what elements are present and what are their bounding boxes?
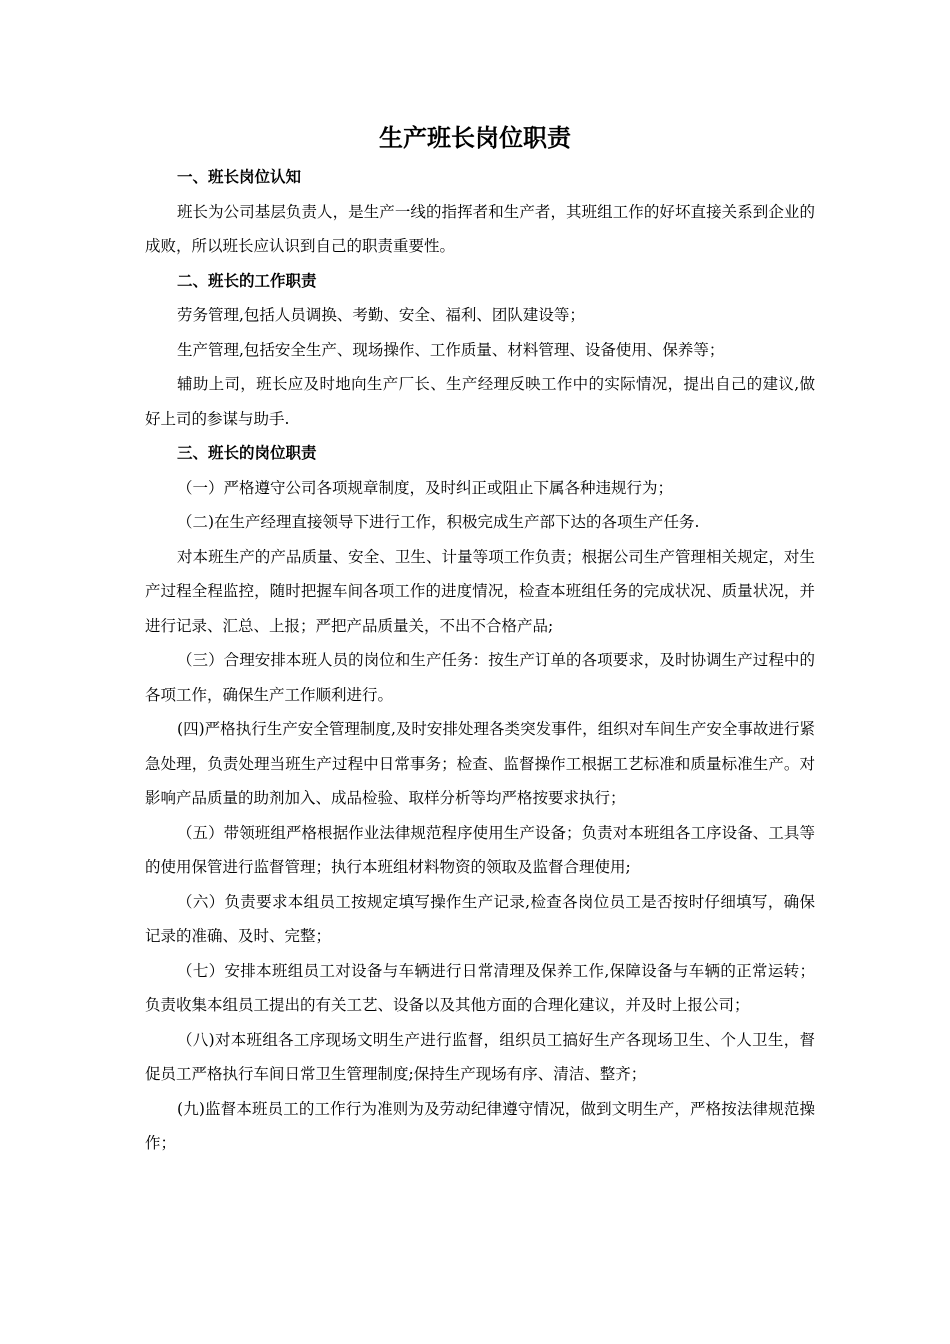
section-3-paragraph-9: （八)对本班组各工序现场文明生产进行监督，组织员工搞好生产各现场卫生、个人卫生，督促员工严格执行车间日常卫生管理制度;保持生产现场有序、清洁、整齐； xyxy=(145,1030,815,1083)
section-2-paragraph-3: 辅助上司，班长应及时地向生产厂长、生产经理反映工作中的实际情况，提出自己的建议,做好上司的参谋与助手. xyxy=(145,375,815,428)
section-2-paragraph-1: 劳务管理,包括人员调换、考勤、安全、福利、团队建设等； xyxy=(177,306,585,324)
document-body xyxy=(145,160,815,1161)
section-3-paragraph-5: (四)严格执行生产安全管理制度,及时安排处理各类突发事件，组织对车间生产安全事故进行紧急处理，负责处理当班生产过程中日常事务；检查、监督操作工根据工艺标准和质量标准生产。对影响产品质量的助剂加入、成品检验、取样分析等均严格按要求执行； xyxy=(145,720,815,807)
section-3-paragraph-7: （六）负责要求本组员工按规定填写操作生产记录,检查各岗位员工是否按时仔细填写，确保记录的准确、及时、完整； xyxy=(145,892,815,945)
section-3-paragraph-8: （七）安排本班组员工对设备与车辆进行日常清理及保养工作,保障设备与车辆的正常运转；负责收集本组员工提出的有关工艺、设备以及其他方面的合理化建议，并及时上报公司； xyxy=(145,961,815,1014)
section-3-paragraph-1: （一）严格遵守公司各项规章制度，及时纠正或阻止下属各种违规行为； xyxy=(177,478,674,497)
section-heading-1: 一、班长岗位认知 xyxy=(177,167,302,186)
section-3-paragraph-4: （三）合理安排本班人员的岗位和生产任务：按生产订单的各项要求，及时协调生产过程中的各项工作，确保生产工作顺利进行。 xyxy=(145,651,815,704)
section-3-paragraph-3: 对本班生产的产品质量、安全、卫生、计量等项工作负责；根据公司生产管理相关规定，对生产过程全程监控，随时把握车间各项工作的进度情况，检查本班组任务的完成状况、质量状况，并进行记录、汇总、上报；严把产品质量关，不出不合格产品; xyxy=(145,547,815,635)
section-3-paragraph-10: (九)监督本班员工的工作行为准则为及劳动纪律遵守情况，做到文明生产，严格按法律规范操作； xyxy=(145,1099,815,1152)
section-heading-2: 二、班长的工作职责 xyxy=(177,270,317,290)
section-1-paragraph-1: 班长为公司基层负责人，是生产一线的指挥者和生产者，其班组工作的好坏直接关系到企业的成败，所以班长应认识到自己的职责重要性。 xyxy=(145,202,815,255)
document-title: 生产班长岗位职责 xyxy=(379,123,571,152)
section-2-paragraph-2: 生产管理,包括安全生产、现场操作、工作质量、材料管理、设备使用、保养等； xyxy=(177,340,725,359)
section-3-paragraph-6: （五）带领班组严格根据作业法律规范程序使用生产设备；负责对本班组各工序设备、工具等的使用保管进行监督管理；执行本班组材料物资的领取及监督合理使用; xyxy=(145,823,815,876)
section-3-paragraph-2: （二)在生产经理直接领导下进行工作，积极完成生产部下达的各项生产任务. xyxy=(177,513,700,531)
section-heading-3: 三、班长的岗位职责 xyxy=(177,443,317,462)
